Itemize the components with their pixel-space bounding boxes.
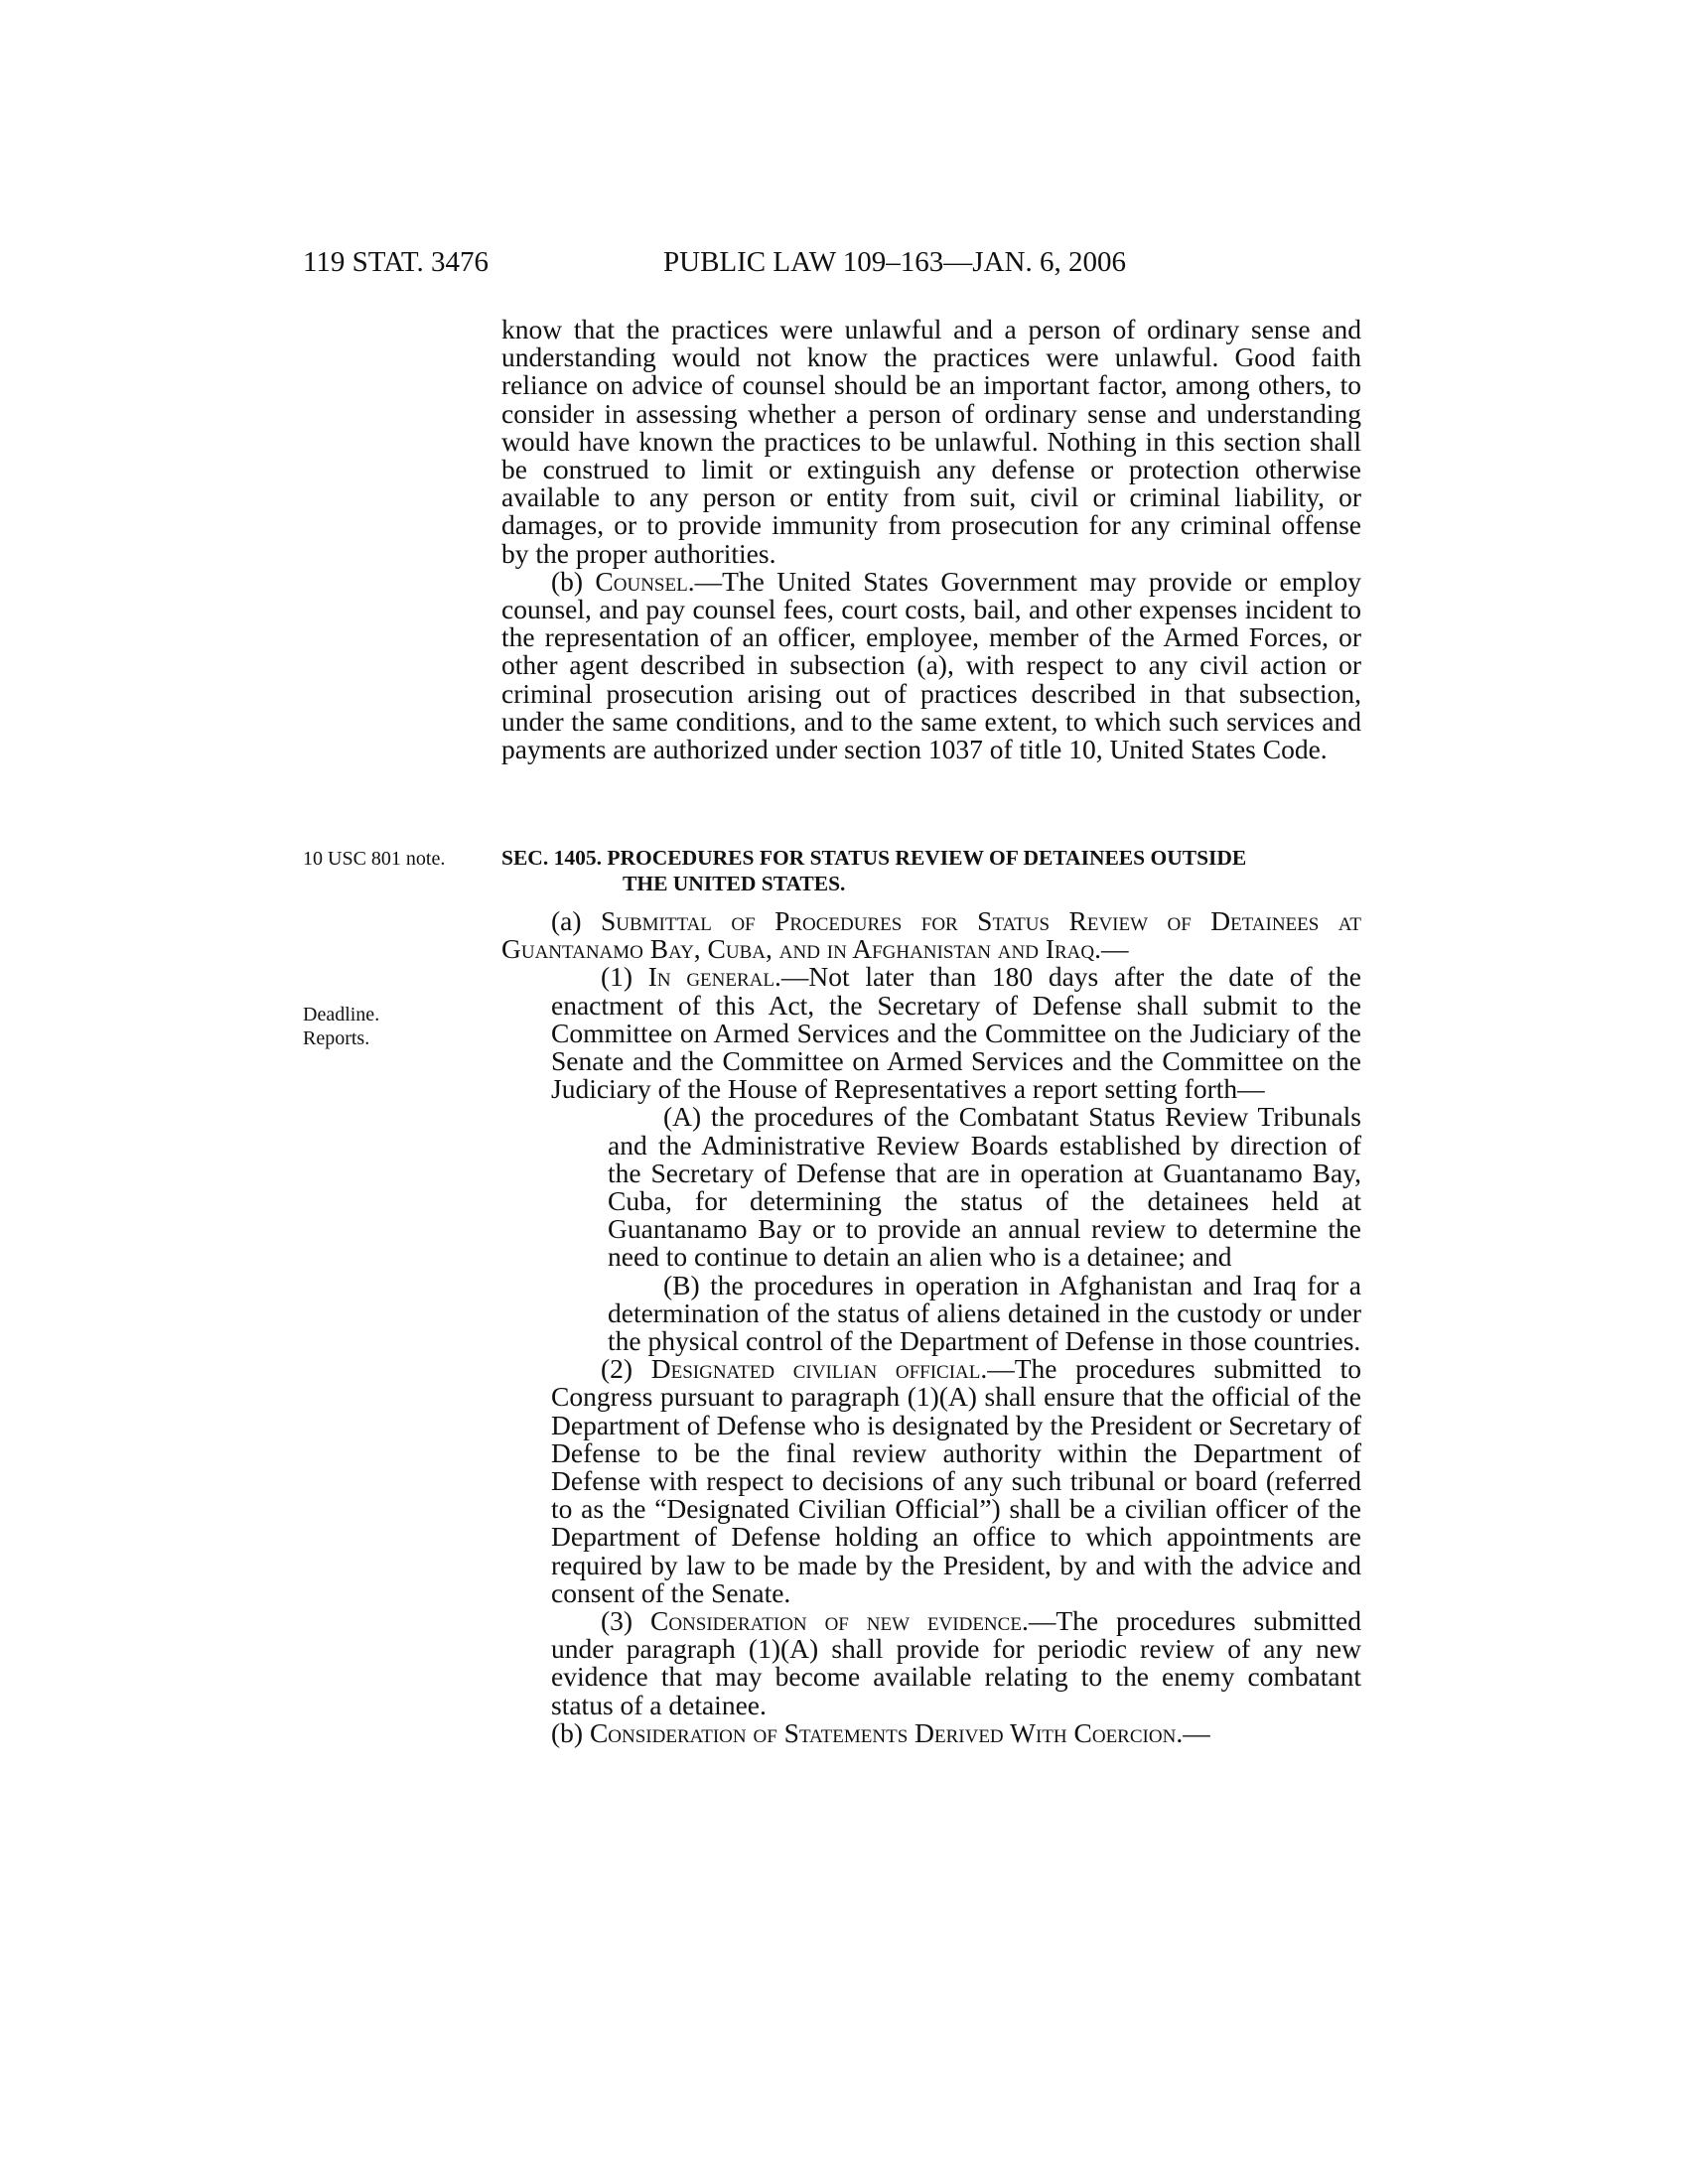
text-block-top [501, 316, 1361, 763]
paragraph-heading: Consideration of new evidence [649, 1605, 1022, 1637]
subsection-a [501, 907, 1361, 963]
public-law-title: PUBLIC LAW 109–163—JAN. 6, 2006 [663, 246, 1126, 278]
paragraph-number: (2) [601, 1353, 651, 1385]
subsection-dash: .— [1176, 1716, 1210, 1748]
subsection-number: (b) [551, 565, 596, 597]
subsection-heading: Counsel [595, 565, 688, 597]
paragraph-text: .—The procedures submitted to Congress pursuant to paragraph (1)(A) shall ensure that the official of the Department of Defense who is designated by the President or Secretary of Defense to be the final review authority within the Department of Defense with respect to decisions of any such tribunal or board (referred to as the “Designated Civilian Official”) shall be a civilian officer of the Department of Defense holding an office to which appointments are required by law to be made by the President, by and with the advice and consent of the Senate. [551, 1353, 1361, 1608]
subsection-number: (a) [551, 905, 601, 936]
paragraph-number: (1) [601, 961, 648, 993]
section-heading-line2: THE UNITED STATES. [623, 872, 846, 895]
paragraph-1 [501, 963, 1361, 1103]
subsection-number: (b) [551, 1716, 590, 1748]
paragraph-heading: In general [647, 961, 774, 993]
paragraph-heading: Designated civilian official [650, 1353, 981, 1385]
subsection-heading: Submittal of Procedures for Status Review of Detainees at Guantanamo Bay, Cuba, and in Afghanistan and Iraq [501, 905, 1361, 965]
paragraph-continuation: know that the practices were unlawful and a person of ordinary sense and understanding would not know the practices were unlawful. Good faith reliance on advice of counsel should be an important factor, among others, to consider in assessing whether a person of ordinary sense and understanding would have known the practices to be unlawful. Nothing in this section shall be construed to limit or extinguish any defense or protection otherwise available to any person or entity from suit, civil or criminal liability, or damages, or to provide immunity from prosecution for any criminal offense by the proper authorities. [501, 314, 1361, 569]
paragraph-number: (3) [601, 1605, 650, 1637]
subsection-text: .—The United States Government may provide or employ counsel, and pay counsel fees, court costs, bail, and other expenses incident to the representation of an officer, employee, member of the Armed Forces, or other agent described in subsection (a), with respect to any civil action or criminal prosecution arising out of practices described in that subsection, under the same conditions, and to the same extent, to which such services and payments are authorized under section 1037 of title 10, United States Code. [501, 565, 1361, 765]
margin-note-deadline: Deadline. [303, 1004, 380, 1025]
subsection-b-counsel [501, 565, 1361, 765]
paragraph-text: .—Not later than 180 days after the date of the enactment of this Act, the Secretary of Defense shall submit to the Committee on Armed Services and the Committee on the Judiciary of the Senate and the Committee on Armed Services and the Committee on the Judiciary of the House of Representatives a report setting forth— [551, 961, 1361, 1105]
subparagraph-A: (A) the procedures of the Combatant Status Review Tribunals and the Administrative Review Boards established by direction of the Secretary of Defense that are in operation at Guantanamo Bay, Cuba, for determining the status of the detainees held at Guantanamo Bay or to provide an annual review to determine the need to continue to detain an alien who is a detainee; and [608, 1101, 1361, 1273]
paragraph-3 [501, 1607, 1361, 1719]
section-heading [501, 845, 1361, 896]
text-block-section [501, 907, 1361, 1747]
subsection-heading: Consideration of Statements Derived With Coercion [589, 1716, 1177, 1748]
subsection-b-coercion [501, 1716, 1361, 1748]
subsection-dash: .— [1094, 933, 1129, 965]
page-header [0, 246, 1688, 286]
margin-note-reports: Reports. [303, 1027, 370, 1049]
paragraph-2 [501, 1355, 1361, 1607]
section-heading-line1: SEC. 1405. PROCEDURES FOR STATUS REVIEW OF DETAINEES OUTSIDE [501, 846, 1247, 870]
margin-note-usc: 10 USC 801 note. [303, 848, 446, 870]
statute-page-number: 119 STAT. 3476 [303, 246, 489, 278]
paragraph-text: .—The procedures submitted under paragraph (1)(A) shall provide for periodic review of any new evidence that may become available relating to the enemy combatant status of a detainee. [551, 1605, 1361, 1720]
subparagraph-B: (B) the procedures in operation in Afghanistan and Iraq for a determination of the status of aliens detained in the custody or under the physical control of the Department of Defense in those countries. [608, 1269, 1361, 1357]
